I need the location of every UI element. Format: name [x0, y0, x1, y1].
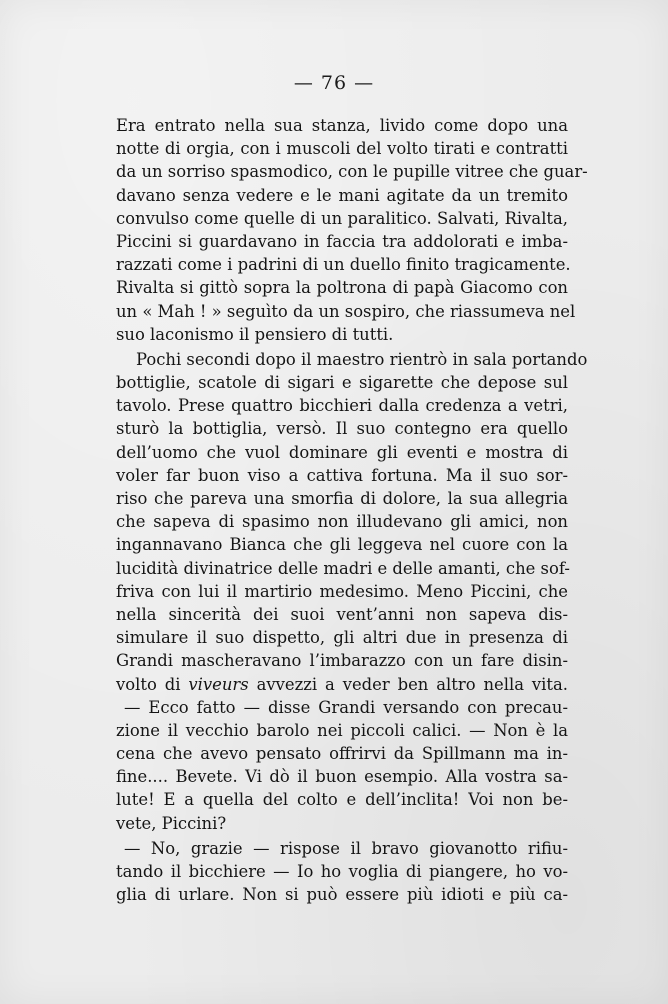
text-line: tando il bicchiere — Io ho voglia di piangere, ho vo- — [116, 862, 568, 881]
text-line: glia di urlare. Non si può essere più idioti e più ca- — [116, 885, 568, 905]
text-line: da un sorriso spasmodico, con le pupille vitree che guar- — [116, 162, 588, 182]
text-line: Piccini si guardavano in faccia tra addolorati e imba- — [116, 231, 568, 251]
text-line: simulare il suo dispetto, gli altri due in presenza di — [116, 628, 568, 648]
text-line: notte di orgia, con i muscoli del volto tirati e contratti — [116, 139, 568, 159]
text-line: — No, grazie — rispose il bravo giovanotto rifiu- — [124, 838, 568, 858]
text-line: vete, Piccini? — [116, 813, 227, 833]
text-line: Pochi secondi dopo il maestro rientrò in sala portando — [136, 349, 588, 369]
text-line: razzati come i padrini di un duello finito tragicamente. — [116, 255, 571, 275]
text-line: — Ecco fatto — disse Grandi versando con precau- — [124, 697, 568, 717]
text-fragment: avvezzi a veder ben altro nella vita. — [256, 674, 568, 694]
text-line: Era entrato nella sua stanza, livido come dopo una — [116, 116, 568, 135]
text-line: tavolo. Prese quattro bicchieri dalla credenza a vetri, — [116, 396, 568, 416]
text-line: fine.... Bevete. Vi dò il buon esempio. Alla vostra sa- — [116, 767, 568, 787]
text-fragment: volto di — [116, 674, 181, 694]
text-line: zione il vecchio barolo nei piccoli calici. — Non è la — [116, 720, 568, 740]
text-line: dell’uomo che vuol dominare gli eventi e mostra di — [116, 442, 568, 462]
text-line: lucidità divinatrice delle madri e delle amanti, che sof- — [116, 558, 570, 578]
text-line-mixed — [116, 673, 568, 696]
text-line: cena che avevo pensato offrirvi da Spillmann ma in- — [116, 744, 568, 764]
text-line: bottiglie, scatole di sigari e sigarette che depose sul — [116, 373, 568, 393]
text-line: un « Mah ! » seguìto da un sospiro, che riassumeva nel — [116, 301, 576, 321]
text-line: voler far buon viso a cattiva fortuna. Ma il suo sor- — [116, 465, 568, 485]
text-line: Grandi mascheravano l’imbarazzo con un fare disin- — [116, 651, 568, 671]
page-number: — 76 — — [293, 72, 375, 94]
text-line: convulso come quelle di un paralitico. Salvati, Rivalta, — [116, 208, 568, 228]
text-line: suo laconismo il pensiero di tutti. — [116, 324, 394, 344]
text-line: friva con lui il martirio medesimo. Meno Piccini, che — [116, 581, 568, 601]
text-line: davano senza vedere e le mani agitate da un tremito — [116, 185, 568, 205]
text-line: riso che pareva una smorfia di dolore, la sua allegria — [116, 489, 568, 508]
text-line: lute! E a quella del colto e dell’inclita! Voi non be- — [116, 790, 568, 810]
italic-foreign-word: viveurs — [188, 674, 249, 694]
text-line: ingannavano Bianca che gli leggeva nel cuore con la — [116, 535, 568, 555]
body-text — [116, 114, 588, 906]
text-line: Rivalta si gittò sopra la poltrona di papà Giacomo con — [116, 278, 568, 298]
text-line: che sapeva di spasimo non illudevano gli amici, non — [116, 512, 568, 532]
text-line: nella sincerità dei suoi vent’anni non sapeva dis- — [116, 604, 568, 624]
text-line: sturò la bottiglia, versò. Il suo contegno era quello — [116, 419, 568, 439]
